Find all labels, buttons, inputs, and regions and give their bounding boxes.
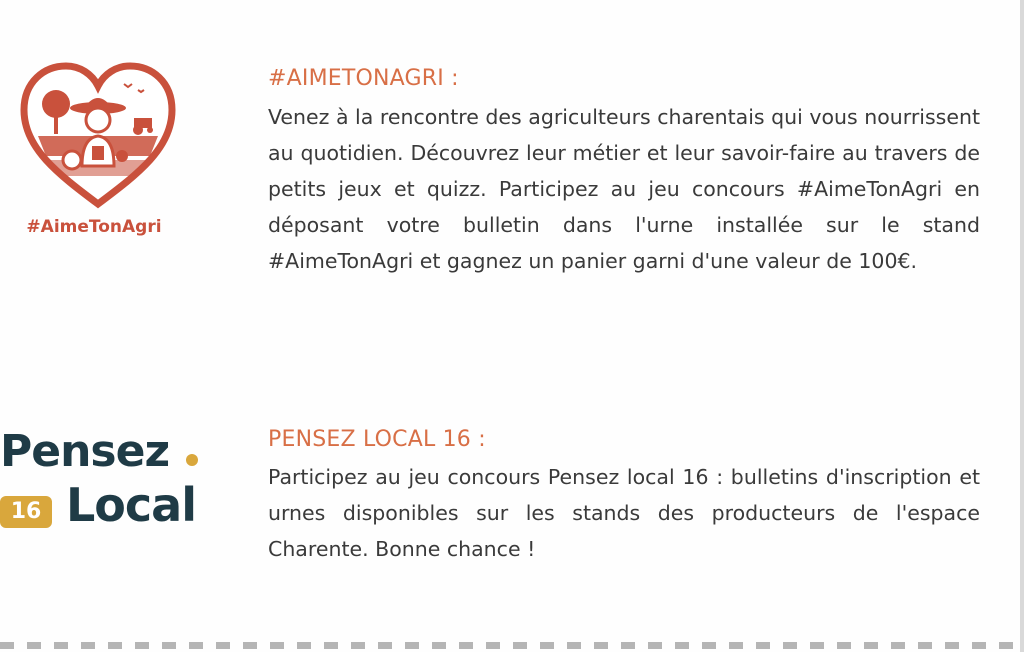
aimetonagri-logo-caption: #AimeTonAgri (26, 217, 162, 237)
pensez-local-logo-word-pensez: Pensez (0, 426, 170, 477)
aimetonagri-title: #AIMETONAGRI : (268, 66, 459, 91)
pensez-local-badge: 16 (0, 496, 52, 528)
pensez-local-description: Participez au jeu concours Pensez local 16 : bulletins d'inscription et urnes disponibles sur les stands des producteurs de l'espace Charente. Bonne chance ! (268, 465, 980, 561)
page-right-edge (1020, 0, 1024, 652)
aimetonagri-description: Venez à la rencontre des agriculteurs charentais qui vous nourrissent au quotidien. Découvrez leur métier et leur savoir-faire au travers de petits jeux et quizz. Participez au jeu concours #AimeTonAgri en déposant votre bulletin dans l'urne installée sur le stand #AimeTonAgri et gagnez un panier garni d'une valeur de 100€. (268, 105, 980, 273)
pensez-local-logo (0, 426, 210, 540)
pensez-local-dot-icon (186, 454, 198, 466)
pensez-local-title: PENSEZ LOCAL 16 : (268, 427, 486, 452)
pensez-local-logo-word-local: Local (66, 478, 196, 532)
dashed-divider (0, 642, 1024, 649)
aimetonagri-heart-logo-icon (18, 62, 178, 212)
